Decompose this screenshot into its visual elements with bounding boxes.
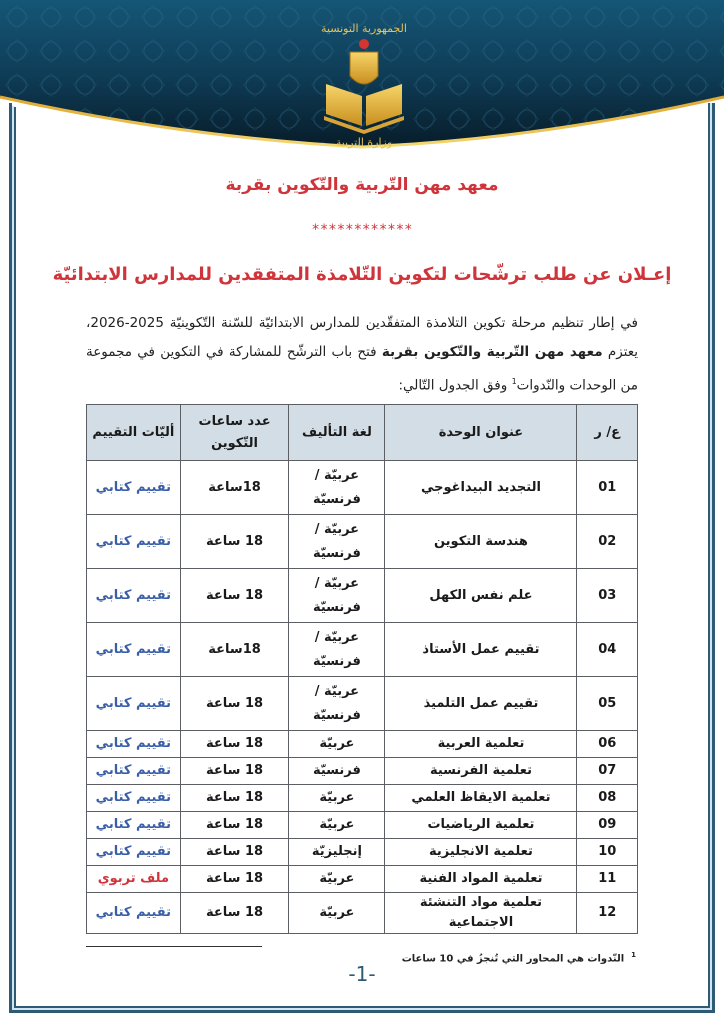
table-row xyxy=(87,812,638,839)
table-row xyxy=(87,731,638,758)
table-row xyxy=(87,893,638,934)
row-lang-line: عربيّة xyxy=(319,817,355,832)
header-title: عنوان الوحدة xyxy=(385,405,577,461)
row-title: علم نفس الكهل xyxy=(385,569,577,623)
row-hours: 18 ساعة xyxy=(180,569,289,623)
table-row xyxy=(87,785,638,812)
footnote-ref: 1 xyxy=(511,377,517,386)
row-lang xyxy=(289,623,385,677)
row-lang-line: إنجليزيّة xyxy=(311,844,362,859)
row-lang xyxy=(289,731,385,758)
row-title: هندسة التكوين xyxy=(385,515,577,569)
row-lang-line: عربيّة xyxy=(319,790,355,805)
row-title: التجديد البيداغوجي xyxy=(385,461,577,515)
emblem-bottom-text: وزارة التربية xyxy=(335,136,393,149)
row-lang-line: عربيّة / xyxy=(314,683,360,699)
row-lang xyxy=(289,839,385,866)
row-lang xyxy=(289,515,385,569)
row-num: 04 xyxy=(577,623,638,677)
ministry-emblem xyxy=(316,14,412,150)
row-num: 06 xyxy=(577,731,638,758)
row-hours: 18 ساعة xyxy=(180,677,289,731)
row-lang-line: عربيّة / xyxy=(314,575,360,591)
coat-of-arms-icon xyxy=(350,52,378,84)
header-hours: عدد ساعات التّكوين xyxy=(180,405,289,461)
row-title: تقييم عمل التلميذ xyxy=(385,677,577,731)
row-hours: 18 ساعة xyxy=(180,785,289,812)
table-row xyxy=(87,839,638,866)
row-lang-line: عربيّة / xyxy=(314,467,360,483)
row-lang xyxy=(289,866,385,893)
row-lang xyxy=(289,569,385,623)
row-num: 09 xyxy=(577,812,638,839)
table-row xyxy=(87,461,638,515)
row-hours: 18ساعة xyxy=(180,623,289,677)
row-num: 03 xyxy=(577,569,638,623)
row-lang xyxy=(289,812,385,839)
header-num: ع/ ر xyxy=(577,405,638,461)
table-row xyxy=(87,758,638,785)
page-number: -1- xyxy=(348,962,376,986)
row-eval: تقييم كتابي xyxy=(87,785,181,812)
row-lang-line: فرنسيّة xyxy=(312,491,361,507)
row-eval: تقييم كتابي xyxy=(87,515,181,569)
row-eval: تقييم كتابي xyxy=(87,758,181,785)
footnote: $^1$ النّدوات هي المحاور التي تُنجزُ في 10 ساعات xyxy=(401,951,636,965)
row-hours: 18ساعة xyxy=(180,461,289,515)
row-title: تعلمية الفرنسية xyxy=(385,758,577,785)
table-row xyxy=(87,515,638,569)
row-num: 12 xyxy=(577,893,638,934)
row-title: تعلمية الانجليزية xyxy=(385,839,577,866)
row-hours: 18 ساعة xyxy=(180,731,289,758)
row-num: 11 xyxy=(577,866,638,893)
row-eval: تقييم كتابي xyxy=(87,677,181,731)
row-lang-line: فرنسيّة xyxy=(312,599,361,615)
row-hours: 18 ساعة xyxy=(180,515,289,569)
row-hours: 18 ساعة xyxy=(180,812,289,839)
row-title: تعلمية مواد التنشئة الاجتماعية xyxy=(385,893,577,934)
row-num: 02 xyxy=(577,515,638,569)
row-lang-line: فرنسيّة xyxy=(312,763,361,778)
row-hours: 18 ساعة xyxy=(180,893,289,934)
row-title: تعلمية الرياضيات xyxy=(385,812,577,839)
row-eval: ملف تربوي xyxy=(87,866,181,893)
table-row xyxy=(87,677,638,731)
row-eval: تقييم كتابي xyxy=(87,731,181,758)
row-title: تقييم عمل الأستاذ xyxy=(385,623,577,677)
table-row xyxy=(87,866,638,893)
units-table xyxy=(86,404,638,934)
emblem-top-text: الجمهورية التونسية xyxy=(321,22,407,35)
header-lang: لغة التأليف xyxy=(289,405,385,461)
row-lang-line: فرنسيّة xyxy=(312,545,361,561)
intro-paragraph: في إطار تنظيم مرحلة تكوين التلامذة المتفقّدين للمدارس الابتدائيّة للسّنة التّكوينيّة 2025-2026، يعتزم معهد مهن التّربية والتّكوين بقربة فتح باب الترشّح للمشاركة في التكوين في مجموعة من الوحدات والنّدوات$^1$ وفق الجدول التّالي: xyxy=(86,315,638,394)
footnote-divider xyxy=(86,946,262,947)
institute-name-bold: معهد مهن التّربية والتّكوين بقربة xyxy=(381,344,603,360)
row-lang xyxy=(289,677,385,731)
row-num: 01 xyxy=(577,461,638,515)
table-header-row xyxy=(87,405,638,461)
row-title: تعلمية العربية xyxy=(385,731,577,758)
flag-icon xyxy=(359,39,369,49)
row-eval: تقييم كتابي xyxy=(87,839,181,866)
row-lang-line: عربيّة / xyxy=(314,629,360,645)
row-eval: تقييم كتابي xyxy=(87,812,181,839)
row-hours: 18 ساعة xyxy=(180,866,289,893)
row-lang-line: فرنسيّة xyxy=(312,707,361,723)
row-lang xyxy=(289,461,385,515)
row-eval: تقييم كتابي xyxy=(87,569,181,623)
institute-title: معهد مهن التّربية والتّكوين بقربة xyxy=(225,175,499,195)
row-num: 07 xyxy=(577,758,638,785)
row-num: 05 xyxy=(577,677,638,731)
header-eval: أليّات التقييم xyxy=(87,405,181,461)
table-row xyxy=(87,623,638,677)
row-title: تعلمية المواد الفنية xyxy=(385,866,577,893)
row-lang xyxy=(289,758,385,785)
separator: ************ xyxy=(311,222,413,238)
row-lang-line: فرنسيّة xyxy=(312,653,361,669)
row-hours: 18 ساعة xyxy=(180,758,289,785)
row-eval: تقييم كتابي xyxy=(87,623,181,677)
row-eval: تقييم كتابي xyxy=(87,461,181,515)
row-lang-line: عربيّة / xyxy=(314,521,360,537)
row-lang-line: عربيّة xyxy=(319,905,355,920)
row-lang xyxy=(289,893,385,934)
row-eval: تقييم كتابي xyxy=(87,893,181,934)
table-row xyxy=(87,569,638,623)
row-lang-line: عربيّة xyxy=(319,736,355,751)
row-lang xyxy=(289,785,385,812)
row-title: تعلمية الايقاظ العلمي xyxy=(385,785,577,812)
announcement-title: إعـلان عن طلب ترشّحات لتكوين التّلامذة المتفقدين للمدارس الابتدائيّة xyxy=(52,264,672,285)
row-hours: 18 ساعة xyxy=(180,839,289,866)
row-lang-line: عربيّة xyxy=(319,871,355,886)
row-num: 10 xyxy=(577,839,638,866)
row-num: 08 xyxy=(577,785,638,812)
